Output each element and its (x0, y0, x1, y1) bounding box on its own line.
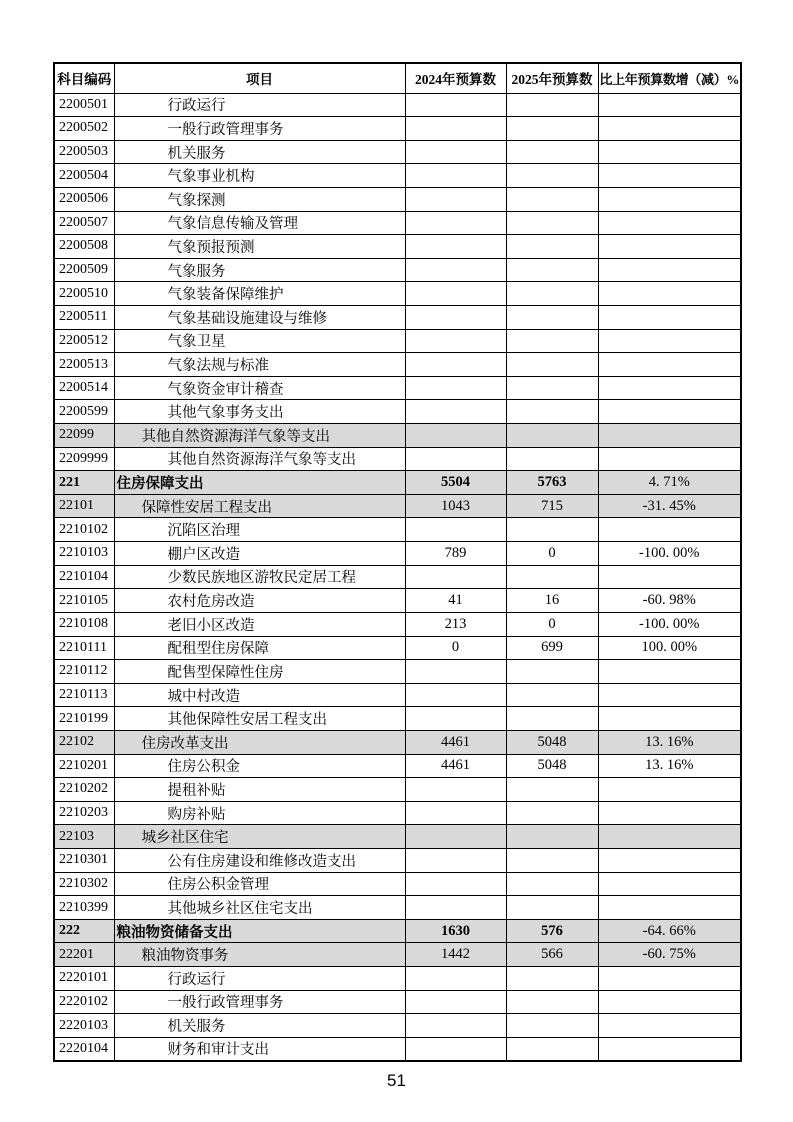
subject-code-cell: 2200599 (54, 400, 114, 424)
table-row (54, 612, 741, 636)
subject-code-cell: 2210203 (54, 801, 114, 825)
change-percent-cell: -31. 45% (598, 494, 741, 518)
budget-2025-cell: 0 (506, 612, 598, 636)
table-row (54, 353, 741, 377)
budget-2025-cell: 5763 (506, 471, 598, 495)
budget-2024-cell: 1043 (405, 494, 506, 518)
budget-2025-cell (506, 990, 598, 1014)
item-name-cell: 配售型保障性住房 (114, 660, 405, 684)
change-percent-cell (598, 258, 741, 282)
change-percent-cell (598, 1014, 741, 1038)
subject-code-cell: 2220104 (54, 1037, 114, 1061)
change-percent-cell (598, 235, 741, 259)
change-percent-cell (598, 660, 741, 684)
subject-code-cell: 2210302 (54, 872, 114, 896)
change-percent-cell (598, 990, 741, 1014)
change-percent-cell (598, 282, 741, 306)
subject-code-cell: 2210104 (54, 565, 114, 589)
budget-2024-cell (405, 305, 506, 329)
budget-2024-cell (405, 235, 506, 259)
item-name-cell: 粮油物资事务 (114, 943, 405, 967)
table-row (54, 589, 741, 613)
budget-2024-cell: 5504 (405, 471, 506, 495)
header-subject-code: 科目编码 (54, 63, 114, 93)
subject-code-cell: 22201 (54, 943, 114, 967)
budget-2025-cell: 576 (506, 919, 598, 943)
subject-code-cell: 2209999 (54, 447, 114, 471)
item-name-cell: 财务和审计支出 (114, 1037, 405, 1061)
table-row (54, 187, 741, 211)
table-row (54, 305, 741, 329)
subject-code-cell: 2200510 (54, 282, 114, 306)
subject-code-cell: 22099 (54, 424, 114, 448)
header-budget-2024: 2024年预算数 (405, 63, 506, 93)
subject-code-cell: 2200504 (54, 164, 114, 188)
change-percent-cell: 13. 16% (598, 754, 741, 778)
change-percent-cell (598, 424, 741, 448)
header-row (54, 63, 741, 93)
subject-code-cell: 221 (54, 471, 114, 495)
subject-code-cell: 2200508 (54, 235, 114, 259)
subject-code-cell: 2210112 (54, 660, 114, 684)
item-name-cell: 少数民族地区游牧民定居工程 (114, 565, 405, 589)
budget-2025-cell: 0 (506, 542, 598, 566)
change-percent-cell: -60. 98% (598, 589, 741, 613)
budget-2025-cell (506, 353, 598, 377)
budget-2025-cell (506, 518, 598, 542)
subject-code-cell: 2200512 (54, 329, 114, 353)
table-row (54, 660, 741, 684)
budget-2025-cell (506, 282, 598, 306)
subject-code-cell: 2200502 (54, 117, 114, 141)
table-row (54, 140, 741, 164)
budget-2024-cell (405, 872, 506, 896)
item-name-cell: 气象卫星 (114, 329, 405, 353)
budget-2024-cell (405, 660, 506, 684)
budget-2024-cell (405, 778, 506, 802)
budget-2024-cell: 41 (405, 589, 506, 613)
budget-2025-cell: 5048 (506, 730, 598, 754)
budget-2025-cell: 699 (506, 636, 598, 660)
budget-2024-cell (405, 1014, 506, 1038)
budget-2024-cell (405, 93, 506, 117)
budget-2025-cell (506, 376, 598, 400)
table-row (54, 872, 741, 896)
budget-2024-cell (405, 140, 506, 164)
table-row (54, 990, 741, 1014)
table-header (54, 63, 741, 93)
budget-2024-cell: 1630 (405, 919, 506, 943)
item-name-cell: 老旧小区改造 (114, 612, 405, 636)
budget-2025-cell (506, 164, 598, 188)
subject-code-cell: 2210301 (54, 849, 114, 873)
subject-code-cell: 2200509 (54, 258, 114, 282)
table-row (54, 778, 741, 802)
item-name-cell: 气象事业机构 (114, 164, 405, 188)
table-row (54, 967, 741, 991)
item-name-cell: 沉陷区治理 (114, 518, 405, 542)
table-row (54, 542, 741, 566)
item-name-cell: 气象信息传输及管理 (114, 211, 405, 235)
item-name-cell: 气象基础设施建设与维修 (114, 305, 405, 329)
table-row (54, 235, 741, 259)
table-row (54, 447, 741, 471)
item-name-cell: 机关服务 (114, 140, 405, 164)
budget-2024-cell (405, 211, 506, 235)
change-percent-cell (598, 565, 741, 589)
table-row (54, 943, 741, 967)
budget-2025-cell (506, 258, 598, 282)
change-percent-cell: 100. 00% (598, 636, 741, 660)
change-percent-cell (598, 117, 741, 141)
subject-code-cell: 2210102 (54, 518, 114, 542)
budget-2024-cell (405, 376, 506, 400)
item-name-cell: 其他保障性安居工程支出 (114, 707, 405, 731)
table-row (54, 471, 741, 495)
budget-2025-cell (506, 849, 598, 873)
table-row (54, 211, 741, 235)
header-change-percent: 比上年预算数增（减）% (598, 63, 741, 93)
table-row (54, 1014, 741, 1038)
item-name-cell: 气象资金审计稽查 (114, 376, 405, 400)
table-row (54, 849, 741, 873)
subject-code-cell: 2200511 (54, 305, 114, 329)
budget-2024-cell (405, 518, 506, 542)
subject-code-cell: 2200501 (54, 93, 114, 117)
table-row (54, 518, 741, 542)
table-row (54, 93, 741, 117)
subject-code-cell: 2200506 (54, 187, 114, 211)
item-name-cell: 保障性安居工程支出 (114, 494, 405, 518)
item-name-cell: 一般行政管理事务 (114, 117, 405, 141)
item-name-cell: 气象法规与标准 (114, 353, 405, 377)
item-name-cell: 城中村改造 (114, 683, 405, 707)
budget-2024-cell (405, 258, 506, 282)
table-row (54, 896, 741, 920)
budget-2025-cell (506, 235, 598, 259)
change-percent-cell (598, 967, 741, 991)
item-name-cell: 机关服务 (114, 1014, 405, 1038)
table-row (54, 565, 741, 589)
change-percent-cell (598, 305, 741, 329)
budget-2025-cell (506, 801, 598, 825)
budget-2024-cell (405, 282, 506, 306)
change-percent-cell (598, 164, 741, 188)
table-row (54, 801, 741, 825)
budget-2025-cell (506, 660, 598, 684)
budget-2024-cell: 789 (405, 542, 506, 566)
change-percent-cell (598, 518, 741, 542)
item-name-cell: 其他城乡社区住宅支出 (114, 896, 405, 920)
budget-2024-cell (405, 353, 506, 377)
budget-2024-cell (405, 990, 506, 1014)
budget-2025-cell (506, 329, 598, 353)
budget-2025-cell (506, 211, 598, 235)
table-row (54, 1037, 741, 1061)
header-item: 项目 (114, 63, 405, 93)
budget-2024-cell (405, 801, 506, 825)
table-row (54, 825, 741, 849)
change-percent-cell (598, 1037, 741, 1061)
change-percent-cell (598, 376, 741, 400)
change-percent-cell: 4. 71% (598, 471, 741, 495)
change-percent-cell (598, 896, 741, 920)
budget-2025-cell (506, 1014, 598, 1038)
table-row (54, 282, 741, 306)
table-row (54, 707, 741, 731)
table-row (54, 400, 741, 424)
change-percent-cell (598, 211, 741, 235)
change-percent-cell (598, 872, 741, 896)
item-name-cell: 棚户区改造 (114, 542, 405, 566)
budget-2024-cell (405, 825, 506, 849)
subject-code-cell: 2220103 (54, 1014, 114, 1038)
subject-code-cell: 2200514 (54, 376, 114, 400)
change-percent-cell: -60. 75% (598, 943, 741, 967)
budget-2024-cell (405, 849, 506, 873)
subject-code-cell: 22101 (54, 494, 114, 518)
change-percent-cell (598, 353, 741, 377)
table-row (54, 164, 741, 188)
subject-code-cell: 2200513 (54, 353, 114, 377)
budget-2024-cell (405, 400, 506, 424)
budget-2025-cell (506, 967, 598, 991)
budget-2025-cell (506, 424, 598, 448)
subject-code-cell: 2220102 (54, 990, 114, 1014)
subject-code-cell: 2210108 (54, 612, 114, 636)
change-percent-cell (598, 825, 741, 849)
table-row (54, 683, 741, 707)
item-name-cell: 住房公积金 (114, 754, 405, 778)
table-row (54, 754, 741, 778)
item-name-cell: 住房保障支出 (114, 471, 405, 495)
budget-2024-cell (405, 117, 506, 141)
budget-2025-cell (506, 117, 598, 141)
subject-code-cell: 2210103 (54, 542, 114, 566)
change-percent-cell (598, 140, 741, 164)
item-name-cell: 行政运行 (114, 93, 405, 117)
budget-2025-cell: 715 (506, 494, 598, 518)
item-name-cell: 其他自然资源海洋气象等支出 (114, 424, 405, 448)
budget-2024-cell (405, 707, 506, 731)
item-name-cell: 城乡社区住宅 (114, 825, 405, 849)
change-percent-cell (598, 187, 741, 211)
change-percent-cell (598, 849, 741, 873)
budget-2024-cell: 1442 (405, 943, 506, 967)
change-percent-cell (598, 707, 741, 731)
budget-2025-cell (506, 140, 598, 164)
table-row (54, 258, 741, 282)
item-name-cell: 气象服务 (114, 258, 405, 282)
subject-code-cell: 2210105 (54, 589, 114, 613)
budget-2025-cell (506, 778, 598, 802)
budget-2024-cell (405, 1037, 506, 1061)
budget-2024-cell (405, 164, 506, 188)
budget-2025-cell: 5048 (506, 754, 598, 778)
item-name-cell: 配租型住房保障 (114, 636, 405, 660)
table-row (54, 117, 741, 141)
budget-2025-cell: 566 (506, 943, 598, 967)
item-name-cell: 公有住房建设和维修改造支出 (114, 849, 405, 873)
budget-2024-cell: 4461 (405, 730, 506, 754)
budget-2025-cell (506, 400, 598, 424)
change-percent-cell (598, 447, 741, 471)
budget-2024-cell (405, 187, 506, 211)
subject-code-cell: 22103 (54, 825, 114, 849)
budget-2025-cell (506, 896, 598, 920)
budget-2025-cell (506, 825, 598, 849)
table-row (54, 730, 741, 754)
item-name-cell: 行政运行 (114, 967, 405, 991)
budget-2024-cell (405, 896, 506, 920)
item-name-cell: 粮油物资储备支出 (114, 919, 405, 943)
item-name-cell: 提租补贴 (114, 778, 405, 802)
item-name-cell: 其他自然资源海洋气象等支出 (114, 447, 405, 471)
change-percent-cell: 13. 16% (598, 730, 741, 754)
subject-code-cell: 2210111 (54, 636, 114, 660)
item-name-cell: 购房补贴 (114, 801, 405, 825)
change-percent-cell (598, 683, 741, 707)
table-row (54, 919, 741, 943)
budget-2025-cell (506, 683, 598, 707)
budget-2024-cell (405, 424, 506, 448)
budget-table (53, 62, 742, 1062)
subject-code-cell: 2200503 (54, 140, 114, 164)
change-percent-cell (598, 400, 741, 424)
budget-2025-cell (506, 93, 598, 117)
subject-code-cell: 22102 (54, 730, 114, 754)
subject-code-cell: 2210199 (54, 707, 114, 731)
subject-code-cell: 2200507 (54, 211, 114, 235)
budget-2024-cell: 0 (405, 636, 506, 660)
budget-2024-cell (405, 447, 506, 471)
table-row (54, 329, 741, 353)
subject-code-cell: 2220101 (54, 967, 114, 991)
change-percent-cell (598, 778, 741, 802)
change-percent-cell (598, 329, 741, 353)
item-name-cell: 气象装备保障维护 (114, 282, 405, 306)
budget-2025-cell (506, 305, 598, 329)
change-percent-cell (598, 93, 741, 117)
page-number: 51 (387, 1071, 406, 1090)
budget-2024-cell (405, 967, 506, 991)
item-name-cell: 农村危房改造 (114, 589, 405, 613)
table-body (54, 93, 741, 1061)
budget-2025-cell (506, 872, 598, 896)
item-name-cell: 住房公积金管理 (114, 872, 405, 896)
item-name-cell: 其他气象事务支出 (114, 400, 405, 424)
table-row (54, 424, 741, 448)
subject-code-cell: 2210113 (54, 683, 114, 707)
change-percent-cell (598, 801, 741, 825)
budget-2024-cell: 4461 (405, 754, 506, 778)
budget-2025-cell (506, 1037, 598, 1061)
subject-code-cell: 222 (54, 919, 114, 943)
item-name-cell: 住房改革支出 (114, 730, 405, 754)
subject-code-cell: 2210399 (54, 896, 114, 920)
table-row (54, 636, 741, 660)
budget-2025-cell (506, 565, 598, 589)
header-budget-2025: 2025年预算数 (506, 63, 598, 93)
table-row (54, 376, 741, 400)
budget-2025-cell: 16 (506, 589, 598, 613)
budget-2024-cell (405, 565, 506, 589)
table-row (54, 494, 741, 518)
change-percent-cell: -100. 00% (598, 542, 741, 566)
subject-code-cell: 2210201 (54, 754, 114, 778)
item-name-cell: 一般行政管理事务 (114, 990, 405, 1014)
budget-2024-cell (405, 329, 506, 353)
item-name-cell: 气象预报预测 (114, 235, 405, 259)
change-percent-cell: -100. 00% (598, 612, 741, 636)
budget-2025-cell (506, 187, 598, 211)
budget-2024-cell (405, 683, 506, 707)
budget-2024-cell: 213 (405, 612, 506, 636)
subject-code-cell: 2210202 (54, 778, 114, 802)
budget-2025-cell (506, 707, 598, 731)
change-percent-cell: -64. 66% (598, 919, 741, 943)
budget-2025-cell (506, 447, 598, 471)
item-name-cell: 气象探测 (114, 187, 405, 211)
